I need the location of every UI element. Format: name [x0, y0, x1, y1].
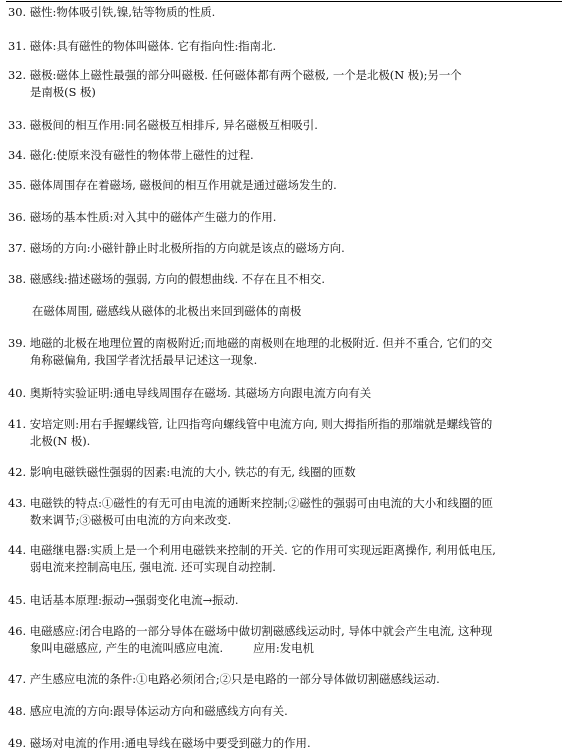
item-line: 32. 磁极:磁体上磁性最强的部分叫磁极. 任何磁体都有两个磁极, 一个是北极(N 极);另一个 [8, 68, 462, 82]
item-line: 33. 磁极间的相互作用:同名磁极互相排斥, 异名磁极互相吸引. [8, 118, 318, 132]
item-47 [8, 671, 556, 688]
item-line: 47. 产生感应电流的条件:①电路必须闭合;②只是电路的一部分导体做切割磁感线运动. [8, 672, 440, 686]
item-line: 41. 安培定则:用右手握螺线管, 让四指弯向螺线管中电流方向, 则大拇指所指的那端就是螺线管的 [8, 417, 493, 431]
item-line: 35. 磁体周围存在着磁场, 磁极间的相互作用就是通过磁场发生的. [8, 178, 337, 192]
item-30 [8, 4, 556, 21]
item-line: 45. 电话基本原理:振动→强弱变化电流→振动. [8, 593, 239, 607]
item-line-cont: 北极(N 极). [30, 433, 91, 448]
item-line: 34. 磁化:使原来没有磁性的物体带上磁性的过程. [8, 148, 254, 162]
top-rule [6, 1, 562, 2]
item-37 [8, 240, 556, 257]
item-line: 39. 地磁的北极在地理位置的南极附近;而地磁的南极则在地理的北极附近. 但并不重合, 它们的交 [8, 336, 493, 350]
item-line: 48. 感应电流的方向:跟导体运动方向和磁感线方向有关. [8, 704, 288, 718]
item-34 [8, 147, 556, 164]
item-39 [8, 335, 556, 368]
item-line: 38. 磁感线:描述磁场的强弱, 方向的假想曲线. 不存在且不相交. [8, 272, 326, 286]
item-line: 46. 电磁感应:闭合电路的一部分导体在磁场中做切割磁感线运动时, 导体中就会产生电流, 这种现 [8, 624, 493, 638]
item-43 [8, 495, 556, 528]
item-33 [8, 117, 556, 134]
item-49 [8, 735, 556, 752]
item-line-cont: 角称磁偏角, 我国学者沈括最早记述这一现象. [30, 352, 258, 367]
item-line: 37. 磁场的方向:小磁针静止时北极所指的方向就是该点的磁场方向. [8, 241, 345, 255]
item-line: 40. 奥斯特实验证明:通电导线周围存在磁场. 其磁场方向跟电流方向有关 [8, 386, 372, 400]
item-31 [8, 38, 556, 55]
item-42 [8, 464, 556, 481]
item-line-cont: 是南极(S 极) [30, 84, 96, 99]
item-38 [8, 271, 556, 288]
item-45 [8, 592, 556, 609]
item-line: 42. 影响电磁铁磁性强弱的因素:电流的大小, 铁芯的有无, 线圈的匝数 [8, 465, 356, 479]
item-line: 31. 磁体:具有磁性的物体叫磁体. 它有指向性:指南北. [8, 39, 277, 53]
item-38-note [8, 303, 556, 320]
item-36 [8, 209, 556, 226]
item-line: 30. 磁性:物体吸引铁,镍,钴等物质的性质. [8, 5, 216, 19]
item-line-cont: 弱电流来控制高电压, 强电流. 还可实现自动控制. [30, 559, 276, 574]
item-line: 49. 磁场对电流的作用:通电导线在磁场中要受到磁力的作用. [8, 736, 311, 750]
item-48 [8, 703, 556, 720]
item-46 [8, 623, 556, 656]
item-line-text: 象叫电磁感应, 产生的电流叫感应电流. [30, 640, 224, 655]
item-line: 44. 电磁继电器:实质上是一个利用电磁铁来控制的开关. 它的作用可实现远距离操作, 利用低电压, [8, 543, 496, 557]
item-line: 36. 磁场的基本性质:对入其中的磁体产生磁力的作用. [8, 210, 277, 224]
application-note: 应用:发电机 [253, 640, 314, 655]
item-40 [8, 385, 556, 402]
item-35 [8, 177, 556, 194]
sub-note: 在磁体周围, 磁感线从磁体的北极出来回到磁体的南极 [32, 304, 302, 318]
item-line-cont [8, 640, 556, 657]
item-41 [8, 416, 556, 449]
item-32 [8, 67, 556, 100]
item-line-cont: 数来调节;③磁极可由电流的方向来改变. [30, 512, 232, 527]
item-44 [8, 542, 556, 575]
item-line: 43. 电磁铁的特点:①磁性的有无可由电流的通断来控制;②磁性的强弱可由电流的大小和线圈的匝 [8, 496, 494, 510]
